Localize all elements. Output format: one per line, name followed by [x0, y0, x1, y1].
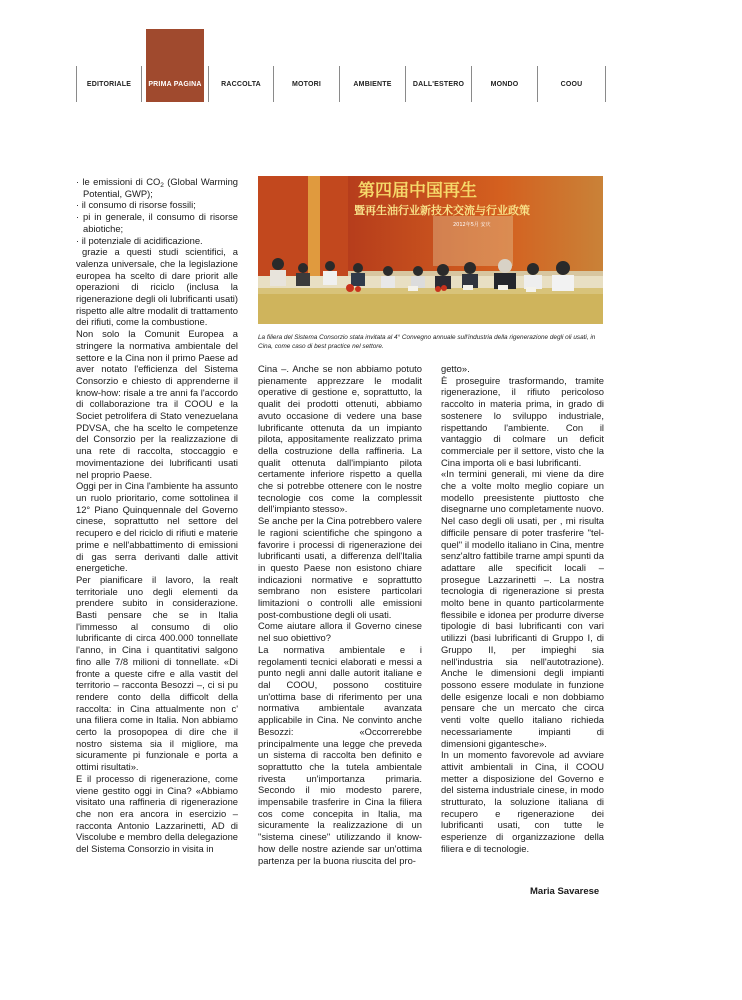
bullet-item: · il consumo di risorse fossili;: [76, 199, 196, 211]
bullet-item: · le emissioni di $CO_2$ (Global Warming Potential, GWP);: [76, 176, 238, 199]
banner-subtitle: 暨再生油行业新技术交流与行业政策: [354, 204, 530, 217]
paragraph: «In termini generali, mi viene da dire che a volte molto meglio copiare un modello preesistente piuttosto che disegnarne uno completamente nuovo. Nel caso degli oli usati, per , mi risulta difficile pensare di poter trasferire "tel-quel" il modello italiano in Cina, mentre senz'altro fattibile trarne ampi spunti da adattare alle specificit locali – prosegue Lazzarinetti –. La nostra tecnologia di rigenerazione si presta molto bene in quanto particolarmente flessibile e idonea per produrre diverse tipologie di basi lubrificanti con vari utilizzi (basi lubrificanti di Gruppo I, di Gruppo II, per impieghi sia nell'industria sia nell'autotrazione). Anche le dimensioni degli impianti possono essere modulate in funzione delle esigenze locali e non dobbiamo pensare che un mercato che circa venti volte quello italiano richieda necessariamente impianti di dimensioni gigantesche».: [441, 468, 604, 749]
tab-prima-pagina[interactable]: PRIMA PAGINA: [148, 80, 202, 88]
tab-editoriale[interactable]: EDITORIALE: [76, 66, 142, 102]
bullet-item: · il potenziale di acidificazione.: [76, 234, 203, 246]
banner-title: 第四届中国再生: [358, 181, 477, 201]
conference-photo-icon: [258, 176, 603, 324]
paragraph: In un momento favorevole ad avviare attivit ambientali in Cina, il COOU metter a disposizione del Governo e del sistema industriale cinese, in modo strutturato, la soluzione italiana di recupero e rigenerazione dei lubrificanti usati, con tutte le esperienze di organizzazione della filiera e di tecnologie.: [441, 749, 604, 854]
paragraph: Non solo la Comunit Europea a stringere la normativa ambientale del settore e la Cina non il primo Paese ad aver notato l'efficienza del Sistema Consorzio e chiesto di apprenderne il know-how: risale a tre anni fa l'accordo di collaborazione tra il COOU e la Societ petrolifera di Stato venezuelana PDVSA, che ha scelto le competenze del Consorzio per la realizzazione di una rete di raccolta, stoccaggio e movimentazione dei lubrificanti usati nel proprio Paese.: [76, 328, 238, 480]
paragraph: Se anche per la Cina potrebbero valere le ragioni scientifiche che spingono a favorire i processi di rigenerazione dei lubrificanti usati, a differenza dell'Italia in questo Paese non esistono chiare indicazioni normative e soprattutto sembrano non esistere particolari limitazioni o controlli alle emissioni post-combustione degli oli usati.: [258, 515, 422, 620]
tab-dall-estero[interactable]: DALL'ESTERO: [406, 66, 472, 102]
section-nav: [76, 66, 606, 102]
paragraph: Come aiutare allora il Governo cinese nel suo obiettivo?: [258, 620, 422, 644]
paragraph: Oggi per in Cina l'ambiente ha assunto un ruolo prioritario, come sottolinea il 12° Piano Quinquennale del Governo cinese, soprattutto nel settore del recupero e del riciclo di rifiuti e materie prime e nell'abbattimento di emissioni di gas serra derivanti dalle attivit energetiche.: [76, 480, 238, 574]
paragraph: E il processo di rigenerazione, come viene gestito oggi in Cina? «Abbiamo visitato una raffineria di rigenerazione che non era ancora in esercizio – racconta Antonio Lazzarinetti, AD di Viscolube e membro della delegazione del Sistema Consorzio in visita in: [76, 772, 238, 855]
paragraph: Per pianificare il lavoro, la realt territoriale uno degli elementi da prendere subito in considerazione. Basti pensare che se in Italia l'immesso al consumo di olio lubrificante di circa 400.000 tonnellate l'anno, in Cina i quantitativi salgono fino alle 7/8 milioni di tonnellate. «Di fronte a queste cifre e alla vastit del territorio – racconta Besozzi –, ci si pu rendere conto della difficolt della raccolta: in Cina attualmente non c' una filiera come in Italia. Non abbiamo certo la prosopopea di dire che il nostro sistema sia il migliore, ma sicuramente pi funzionale e porta a ottimi risultati».: [76, 573, 238, 773]
tab-raccolta[interactable]: RACCOLTA: [208, 66, 274, 102]
tab-coou[interactable]: COOU: [538, 66, 606, 102]
article-column-3: [441, 363, 604, 855]
paragraph: grazie a questi studi scientifici, a valenza universale, che la legislazione europea ha scelto di dare priorit alle operazioni di riciclo (inclusa la rigenerazione degli oli lubrificanti usati) rispetto alle altre modalit di trattamento dei rifiuti, come la combustione.: [76, 246, 238, 328]
article-column-1: [76, 176, 238, 855]
bullet-item: · pi in generale, il consumo di risorse abiotiche;: [76, 211, 238, 234]
banner-date: 2012年5月 安庆: [453, 222, 491, 228]
conference-photo: [258, 176, 603, 324]
tab-ambiente[interactable]: AMBIENTE: [340, 66, 406, 102]
article-column-2: [258, 363, 422, 866]
paragraph: La normativa ambientale e i regolamenti tecnici elaborati e messi a punto negli anni dalle autorit italiane e dal COOU, possono costituire un'ottima base di riferimento per una normativa ambientale avanzata applicabile in Cina. Ne convinto anche Besozzi: «Occorrerebbe principalmente una legge che preveda un sistema di raccolta ben definito e soprattutto che la tutela ambientale rivesta un'importanza primaria. Secondo il mio modesto parere, impensabile trasferire in Cina la filiera cos come concepita in Italia, ma sicuramente la realizzazione di un "sistema cinese" utilizzando il know-how delle nostre aziende sar un'ottima partenza per la buona riuscita del pro-: [258, 643, 422, 866]
paragraph: Cina –. Anche se non abbiamo potuto pienamente apprezzare le modalit operative di gestione e, soprattutto, la qualit dei prodotti ottenuti, abbiamo avuto occasione di vedere una base lubrificante ottenuta da un impianto pilota, appositamente realizzato prima della costruzione della raffineria. La qualit ottenuta dall'impianto pilota certamente inferiore rispetto a quella che si potrebbe ottenere con le nostre tecnologie cos come la complessit dell'impianto stesso».: [258, 363, 422, 515]
author-signature: Maria Savarese: [530, 886, 600, 897]
paragraph: È proseguire trasformando, tramite rigenerazione, il rifiuto pericoloso raccolto in materia prima, in grado di sostenere lo sviluppo industriale, rispettando l'ambiente. Con il vantaggio di colmare un deficit commerciale per il settore, visto che la Cina importa oli e basi lubrificanti.: [441, 374, 604, 468]
paragraph: getto».: [441, 363, 470, 374]
tab-motori[interactable]: MOTORI: [274, 66, 340, 102]
photo-caption: La filiera del Sistema Consorzio stata invitata al 4° Convegno annuale sull'industria della rigenerazione degli oli usati, in Cina, come caso di best practice nel settore.: [258, 334, 596, 350]
tab-mondo[interactable]: MONDO: [472, 66, 538, 102]
